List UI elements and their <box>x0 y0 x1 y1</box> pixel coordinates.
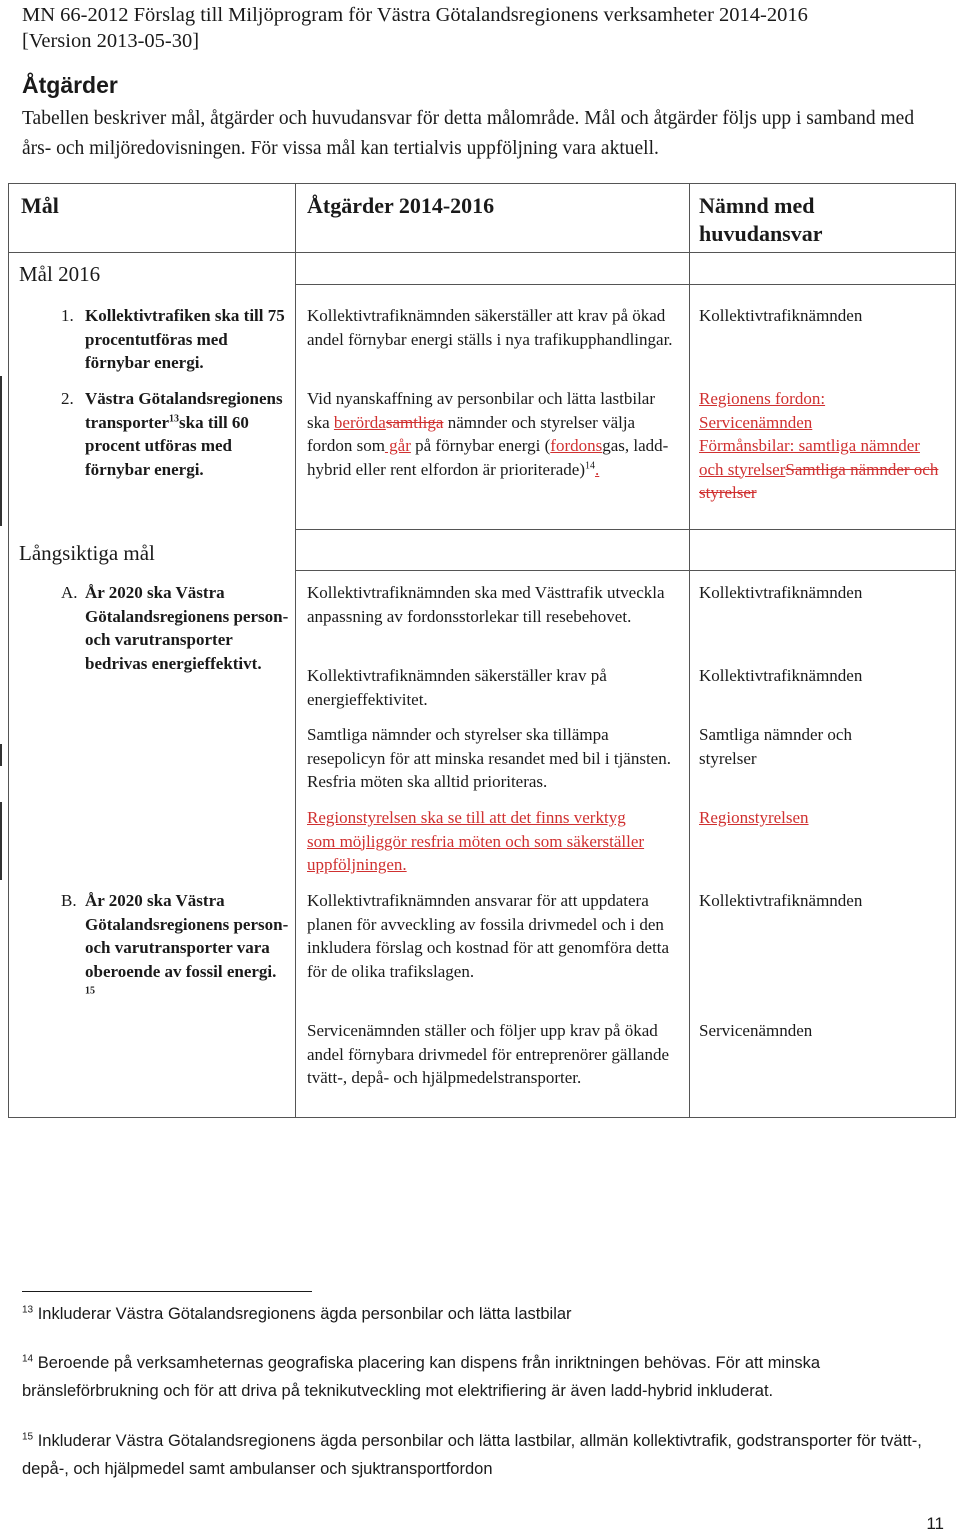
footnote-number: 13 <box>22 1304 34 1316</box>
inserted-text: . <box>595 459 600 479</box>
goal-2-owner <box>699 387 939 505</box>
goal-a-owner: Kollektivtrafiknämnden <box>699 583 863 602</box>
footnote-13 <box>22 1300 942 1328</box>
goal-text: År 2020 ska Västra Götalandsregionens person- och varutransporter bedrivas energieffektivt. <box>85 583 289 673</box>
goal-b <box>61 889 289 1007</box>
goal-a-action: Kollektivtrafiknämnden säkerställer krav på energieffektivitet. <box>307 666 607 709</box>
footnote-14 <box>22 1349 942 1405</box>
row-divider <box>690 284 955 285</box>
goal-number: 1. <box>61 306 74 325</box>
text: gas, ladd-hybrid eller rent elfordon är prioriterade) <box>307 436 669 479</box>
goal-b-owner: Servicenämnden <box>699 1021 813 1040</box>
goal-text-part: ska till 60 procent utföras med förnybar energi. <box>85 412 249 479</box>
col-header-owner: Nämnd med huvudansvar <box>699 193 823 246</box>
footnote-ref[interactable]: 13 <box>169 412 180 424</box>
goal-1-owner: Kollektivtrafiknämnden <box>699 306 863 325</box>
goal-text <box>85 387 289 481</box>
footnote-text: Beroende på verksamheternas geografiska placering kan dispens från inriktningen behövas. För att minska bränsleförbrukning och för att driva på teknikutveckling mot elektrifiering är även ladd-hybrid inkluderat. <box>22 1354 821 1400</box>
goal-number: B. <box>61 891 77 910</box>
group-heading-longterm: Långsiktiga mål <box>19 541 155 565</box>
footnote-ref[interactable]: 14 <box>585 459 596 471</box>
footnote-text: Inkluderar Västra Götalandsregionens ägda personbilar och lätta lastbilar, allmän kollektivtrafik, godstransporter för tvätt-, depå-, och hjälpmedel samt ambulanser och sjuktransportfordon <box>22 1432 922 1478</box>
goal-number: 2. <box>61 389 74 408</box>
section-intro: Tabellen beskriver mål, åtgärder och huvudansvar för detta målområde. Mål och åtgärder följs upp i samband med års- och miljöredovisningen. För vissa mål kan tertialvis uppföljning vara aktuell. <box>22 108 915 159</box>
section-title: Åtgärder <box>22 72 118 98</box>
inserted-text: Förmånsbilar: samtliga nämnder och styrelser <box>699 436 920 479</box>
row-divider <box>690 570 955 571</box>
row-divider <box>296 284 689 285</box>
document-header <box>22 2 808 54</box>
goal-text: Kollektivtrafiken ska till 75 procentutföras med förnybar energi. <box>85 306 285 372</box>
header-line-2: [Version 2013-05-30] <box>22 30 200 52</box>
deleted-text: samtliga <box>385 412 444 432</box>
goal-b-action: Servicenämnden ställer och följer upp krav på ökad andel förnybara drivmedel för entreprenörer gällande tvätt-, depå- och hjälpmedelstransporter. <box>307 1021 670 1087</box>
goal-text-part: Västra Götalandsregionens transporter <box>85 389 283 432</box>
goals-table <box>8 183 956 1118</box>
footnote-15 <box>22 1427 942 1483</box>
goal-b-owner: Kollektivtrafiknämnden <box>699 891 863 910</box>
inserted-text: Servicenämnden <box>699 412 813 432</box>
group-heading-2016: Mål 2016 <box>19 262 101 286</box>
footnote-text: Inkluderar Västra Götalandsregionens ägda personbilar och lätta lastbilar <box>37 1305 572 1323</box>
change-bar <box>0 744 2 766</box>
goal-text-part: År 2020 ska Västra Götalandsregionens person- och varutransporter vara oberoende av fossil energi. <box>85 891 289 981</box>
row-divider <box>296 529 689 530</box>
goal-a-action-inserted: Regionstyrelsen ska se till att det finns verktyg som möjliggör resfria möten och som säkerställer uppföljningen. <box>307 808 645 874</box>
goal-1 <box>61 304 289 375</box>
footnote-number: 14 <box>22 1353 34 1365</box>
goal-a <box>61 581 289 675</box>
page-number: 11 <box>926 1514 944 1533</box>
column-divider <box>689 184 690 1117</box>
column-divider <box>295 184 296 1117</box>
footnote-number: 15 <box>22 1431 34 1443</box>
goal-text <box>85 889 289 1007</box>
text: på förnybar energi ( <box>410 436 551 455</box>
footnote-separator <box>22 1291 312 1292</box>
header-divider <box>9 252 955 253</box>
goal-number: A. <box>61 583 78 602</box>
goal-a-action: Samtliga nämnder och styrelser ska tillämpa resepolicyn för att minska resandet med bil i tjänsten. Resfria möten ska alltid prioriteras. <box>307 725 671 791</box>
deleted-text: Samtliga nämnder och styrelser <box>699 459 939 502</box>
row-divider <box>690 529 955 530</box>
inserted-text: berörda <box>333 412 386 432</box>
inserted-text: fordons <box>550 436 603 455</box>
inserted-text: Regionens fordon: <box>699 389 826 408</box>
col-header-goal: Mål <box>21 193 59 218</box>
goal-a-action: Kollektivtrafiknämnden ska med Västtrafik utveckla anpassning av fordonsstorlekar till resebehovet. <box>307 583 665 626</box>
header-line-1: MN 66-2012 Förslag till Miljöprogram för Västra Götalandsregionens verksamheter 2014-2016 <box>22 4 808 26</box>
goal-2 <box>61 387 289 481</box>
text: Vid nyanskaffning av personbilar och lätta lastbilar ska <box>307 389 656 432</box>
goal-b-action: Kollektivtrafiknämnden ansvarar för att uppdatera planen för avveckling av fossila drivmedel och i den inkludera förslag och kostnad för att genomföra detta för de olika trafikslagen. <box>307 891 670 981</box>
goal-2-action <box>307 387 679 481</box>
goal-a-owner: Kollektivtrafiknämnden <box>699 666 863 685</box>
goal-a-owner-inserted: Regionstyrelsen <box>699 808 809 827</box>
goal-a-owner: Samtliga nämnder och styrelser <box>699 725 852 768</box>
inserted-text: går <box>384 436 411 455</box>
row-divider <box>296 570 689 571</box>
text: nämnder och styrelser välja fordon som <box>307 412 636 455</box>
col-header-actions: Åtgärder 2014-2016 <box>307 193 495 218</box>
footnote-ref[interactable]: 15 <box>85 985 95 997</box>
change-bar <box>0 802 2 880</box>
change-bar <box>0 376 2 526</box>
goal-1-action: Kollektivtrafiknämnden säkerställer att krav på ökad andel förnybar energi ställs i nya trafikupphandlingar. <box>307 306 673 349</box>
